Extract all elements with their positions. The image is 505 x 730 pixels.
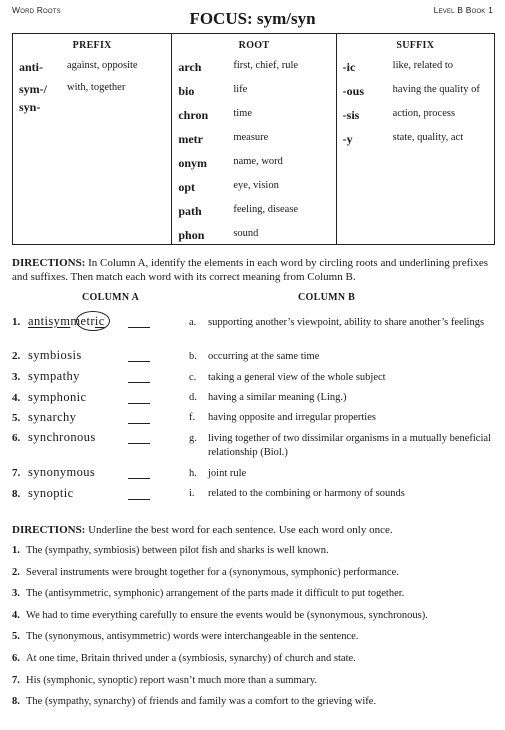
root-meaning: feeling, disease [233, 204, 299, 215]
definition: joint rule [208, 468, 247, 479]
item-letter: c. [189, 372, 197, 383]
item-number: 1. [12, 316, 21, 328]
sentence-number: 1. [12, 545, 20, 556]
prefix-row [13, 100, 171, 120]
definition: supporting another’s viewpoint, ability to share another’s feelings [208, 317, 485, 328]
sentence-item [12, 653, 356, 664]
suffix-meaning: like, related to [392, 60, 454, 71]
underlined-prefix: anti [28, 314, 49, 328]
sentence-number: 4. [12, 610, 20, 621]
sentence-number: 5. [12, 631, 20, 642]
word: sympathy [28, 369, 80, 383]
prefix-column [13, 34, 172, 244]
sentence-text: The (antisymmetric, symphonic) arrangement of the parts made it difficult to put together. [26, 588, 405, 599]
root-meaning: sound [233, 228, 259, 239]
directions-text: In Column A, identify the elements in each word by circling roots and underlining prefixes and suffixes. Then match each word with its correct meaning from Column B. [12, 257, 488, 283]
column-a-item [12, 465, 95, 480]
prefix-meaning: with, together [67, 82, 126, 93]
answer-blank[interactable] [128, 443, 150, 444]
suffix-term: -ic [342, 60, 356, 74]
sentence-number: 6. [12, 653, 20, 664]
root-term: metr [178, 132, 203, 146]
underlined-suffix: ic [94, 314, 105, 328]
root-term: path [178, 204, 202, 218]
prefix-term: sym-/ [19, 82, 47, 96]
sentence-item [12, 631, 358, 642]
sentence-item [12, 588, 404, 599]
root-row [172, 60, 335, 80]
sentence-text: The (synonymous, antisymmetric) words were interchangeable in the sentence. [26, 631, 359, 642]
item-letter: a. [189, 317, 197, 328]
item-number: 4. [12, 392, 21, 404]
root-heading: ROOT [238, 40, 270, 51]
suffix-row [337, 84, 494, 104]
definition: related to the combining or harmony of sounds [208, 488, 405, 499]
word: synchronous [28, 430, 96, 444]
sentence-item [12, 696, 376, 707]
directions-label: DIRECTIONS: [12, 524, 86, 536]
root-row [172, 204, 335, 224]
sentence-text: Several instruments were brought together for a (synonymous, symphonic) performance. [26, 567, 399, 578]
prefix-row [13, 60, 171, 80]
suffix-term: -y [342, 132, 353, 146]
column-a-heading: COLUMN A [82, 292, 140, 303]
item-letter: f. [189, 412, 196, 423]
root-meaning: name, word [233, 156, 283, 167]
definition: taking a general view of the whole subject [208, 372, 386, 383]
column-a-item [12, 410, 76, 425]
page-title: FOCUS: sym/syn [189, 9, 316, 28]
word: synarchy [28, 410, 77, 424]
item-number: 6. [12, 432, 21, 444]
column-b-heading: COLUMN B [298, 292, 356, 303]
suffix-term: -ous [342, 84, 364, 98]
definition: occurring at the same time [208, 351, 320, 362]
root-meaning: measure [233, 132, 269, 143]
suffix-heading: SUFFIX [396, 40, 435, 51]
item-number: 7. [12, 467, 21, 479]
sentence-item [12, 610, 428, 621]
root-row [172, 180, 335, 200]
root-meaning: time [233, 108, 253, 119]
answered-word [28, 314, 105, 328]
prefix-heading: PREFIX [72, 40, 112, 51]
answer-blank[interactable] [128, 327, 150, 328]
root-column [172, 34, 336, 244]
word: synonymous [28, 465, 96, 479]
root-term: arch [178, 60, 202, 74]
sentence-text: At one time, Britain thrived under a (symbiosis, synarchy) of church and state. [26, 653, 356, 664]
suffix-row [337, 60, 494, 80]
root-row [172, 228, 335, 248]
directions-matching [12, 256, 495, 284]
column-a-item [12, 486, 74, 501]
root-row [172, 156, 335, 176]
suffix-meaning: state, quality, act [392, 132, 464, 143]
sentence-number: 3. [12, 588, 20, 599]
column-a-item [12, 348, 82, 363]
definition: having a similar meaning (Ling.) [208, 392, 347, 403]
suffix-column [337, 34, 494, 244]
sentence-number: 2. [12, 567, 20, 578]
definition: having opposite and irregular properties [208, 412, 376, 423]
root-term: onym [178, 156, 208, 170]
suffix-term: -sis [342, 108, 360, 122]
directions-label: DIRECTIONS: [12, 257, 86, 269]
item-number: 5. [12, 412, 21, 424]
underlined-prefix: sym [48, 314, 71, 328]
column-a-item [12, 390, 86, 405]
column-a-item [12, 369, 80, 384]
root-row [172, 84, 335, 104]
prefix-term: anti- [19, 60, 43, 74]
root-term: bio [178, 84, 195, 98]
prefix-meaning: against, opposite [67, 60, 138, 71]
answer-blank[interactable] [128, 499, 150, 500]
item-number: 3. [12, 371, 21, 383]
item-letter: g. [189, 433, 197, 444]
root-meaning: life [233, 84, 248, 95]
word: symphonic [28, 390, 87, 404]
root-term: phon [178, 228, 205, 242]
sentence-text: The (sympathy, synarchy) of friends and family was a comfort to the grieving wife. [26, 696, 377, 707]
section-label: Word Roots [12, 5, 61, 15]
item-number: 8. [12, 488, 21, 500]
answer-blank[interactable] [128, 382, 150, 383]
root-row [172, 108, 335, 128]
item-letter: h. [189, 468, 197, 479]
prefix-row [13, 82, 171, 102]
item-letter: d. [189, 392, 197, 403]
roots-table [12, 33, 495, 245]
answer-blank[interactable] [128, 361, 150, 362]
sentence-text: His (symphonic, synoptic) report wasn’t much more than a summary. [26, 675, 318, 686]
item-number: 2. [12, 350, 21, 362]
word: synoptic [28, 486, 74, 500]
root-term: chron [178, 108, 209, 122]
directions-text: Underline the best word for each sentence. Use each word only once. [85, 524, 393, 536]
item-letter: b. [189, 351, 197, 362]
suffix-row [337, 108, 494, 128]
sentence-item [12, 567, 399, 578]
suffix-meaning: having the quality of [392, 84, 480, 95]
circled-root: metr [70, 314, 95, 328]
root-meaning: first, chief, rule [233, 60, 299, 71]
word: symbiosis [28, 348, 82, 362]
answer-blank[interactable] [128, 403, 150, 404]
sentence-text: The (sympathy, symbiosis) between pilot fish and sharks is well known. [26, 545, 329, 556]
root-term: opt [178, 180, 196, 194]
root-meaning: eye, vision [233, 180, 279, 191]
column-a-item [12, 314, 105, 329]
answer-blank[interactable] [128, 423, 150, 424]
book-label: Level B Book 1 [433, 5, 493, 15]
sentence-item [12, 545, 329, 556]
directions-sentences [12, 523, 495, 537]
sentence-number: 7. [12, 675, 20, 686]
column-a-item [12, 430, 96, 445]
suffix-row [337, 132, 494, 152]
answer-blank[interactable] [128, 478, 150, 479]
prefix-term: syn- [19, 100, 41, 114]
sentence-item [12, 675, 317, 686]
item-letter: i. [189, 488, 195, 499]
definition: living together of two dissimilar organisms in a mutually beneficial relationship (Biol.) [208, 433, 491, 458]
root-row [172, 132, 335, 152]
sentence-number: 8. [12, 696, 20, 707]
suffix-meaning: action, process [392, 108, 456, 119]
sentence-text: We had to time everything carefully to ensure the events would be (synonymous, synchronous). [26, 610, 428, 621]
